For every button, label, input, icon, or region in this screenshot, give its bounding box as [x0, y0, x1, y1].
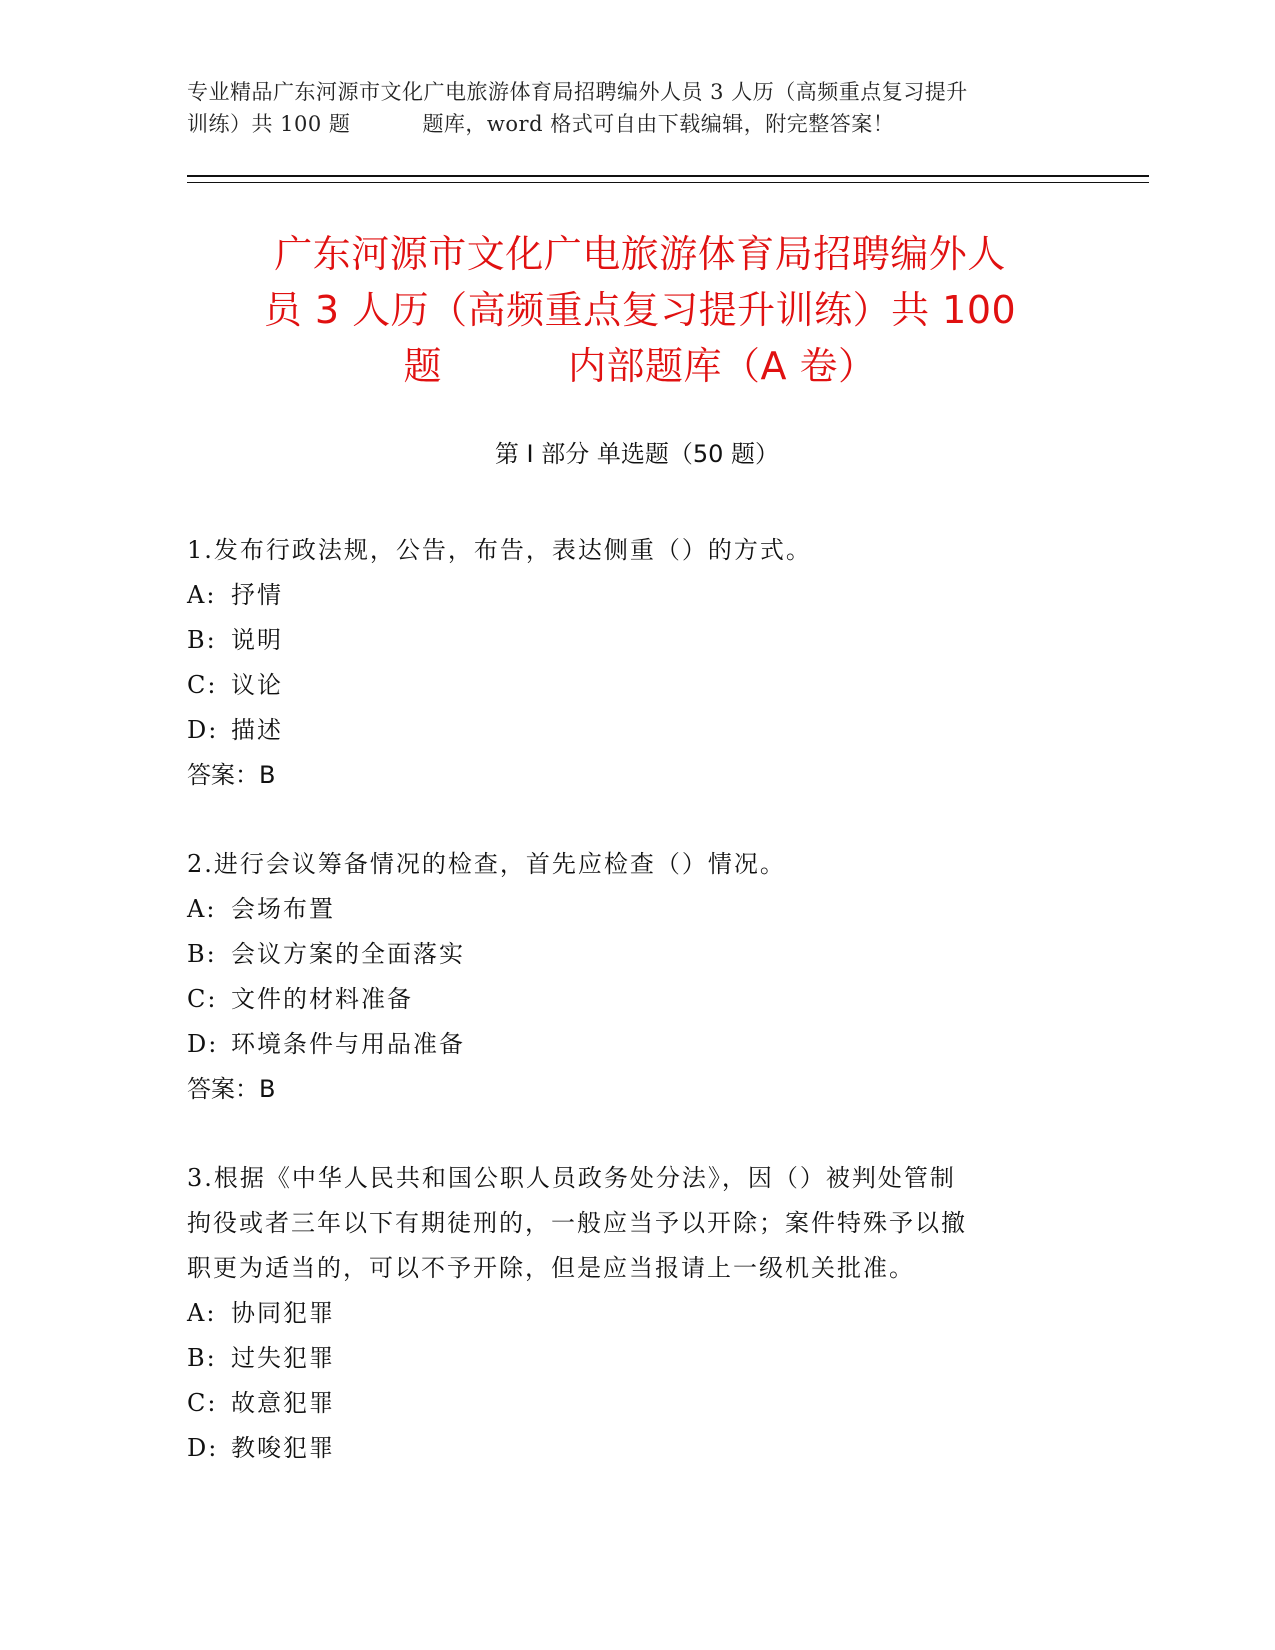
- option-a: [187, 887, 1067, 932]
- option-text: 协同犯罪: [231, 1299, 335, 1327]
- option-key: C:: [187, 985, 218, 1013]
- option-text: 文件的材料准备: [231, 985, 413, 1013]
- answer-line: 答案：B: [187, 761, 276, 789]
- option-key: D:: [187, 1434, 219, 1462]
- option-text: 抒情: [231, 581, 283, 609]
- document-title: [190, 226, 1090, 394]
- title-line-3: [190, 338, 1090, 394]
- header-note-line-1: 专业精品广东河源市文化广电旅游体育局招聘编外人员 3 人历（高频重点复习提升: [187, 80, 968, 104]
- option-text: 会场布置: [231, 895, 335, 923]
- option-key: D:: [187, 1030, 219, 1058]
- question-stem-line-2: 拘役或者三年以下有期徒刑的，一般应当予以开除；案件特殊予以撤: [187, 1209, 967, 1237]
- title-line-3-right: 内部题库（A 卷）: [567, 344, 877, 388]
- question-stem: 2.进行会议筹备情况的检查，首先应检查（）情况。: [187, 850, 786, 878]
- question-list: [187, 528, 1067, 1515]
- option-key: D:: [187, 716, 219, 744]
- header-note: [187, 76, 1087, 140]
- header-note-line-2: [187, 108, 1087, 140]
- option-key: B:: [187, 626, 217, 654]
- title-line-2: 员 3 人历（高频重点复习提升训练）共 100: [263, 288, 1017, 332]
- option-text: 教唆犯罪: [231, 1434, 335, 1462]
- option-key: A:: [187, 581, 217, 609]
- option-b: [187, 618, 1067, 663]
- option-text: 议论: [231, 671, 283, 699]
- question-stem-line-3: 职更为适当的，可以不予开除，但是应当报请上一级机关批准。: [187, 1254, 915, 1282]
- option-text: 过失犯罪: [231, 1344, 335, 1372]
- option-b: [187, 932, 1067, 977]
- option-key: A:: [187, 895, 217, 923]
- option-key: C:: [187, 1389, 218, 1417]
- question-1: [187, 528, 1067, 798]
- option-text: 描述: [231, 716, 283, 744]
- option-text: 说明: [231, 626, 283, 654]
- option-d: [187, 1022, 1067, 1067]
- option-a: [187, 1291, 1067, 1336]
- header-divider-thick: [187, 175, 1149, 177]
- header-divider-thin: [187, 182, 1149, 183]
- option-d: [187, 1426, 1067, 1471]
- question-3: [187, 1156, 1067, 1471]
- header-note-line-2-left: 训练）共 100 题: [187, 112, 351, 136]
- answer-line: 答案：B: [187, 1075, 276, 1103]
- option-text: 故意犯罪: [231, 1389, 335, 1417]
- option-key: A:: [187, 1299, 217, 1327]
- option-c: [187, 1381, 1067, 1426]
- question-stem-line-1: 3.根据《中华人民共和国公职人员政务处分法》，因（）被判处管制: [187, 1164, 956, 1192]
- option-key: B:: [187, 940, 217, 968]
- question-stem: 1.发布行政法规，公告，布告，表达侧重（）的方式。: [187, 536, 812, 564]
- option-text: 环境条件与用品准备: [231, 1030, 465, 1058]
- option-key: B:: [187, 1344, 217, 1372]
- option-c: [187, 977, 1067, 1022]
- option-text: 会议方案的全面落实: [231, 940, 465, 968]
- option-b: [187, 1336, 1067, 1381]
- option-key: C:: [187, 671, 218, 699]
- title-line-1: 广东河源市文化广电旅游体育局招聘编外人: [274, 232, 1006, 276]
- section-heading: 第 I 部分 单选题（50 题）: [494, 440, 780, 468]
- option-d: [187, 708, 1067, 753]
- title-line-3-left: 题: [403, 344, 442, 388]
- question-2: [187, 842, 1067, 1112]
- header-note-line-2-right: 题库，word 格式可自由下载编辑，附完整答案！: [422, 112, 895, 136]
- option-a: [187, 573, 1067, 618]
- option-c: [187, 663, 1067, 708]
